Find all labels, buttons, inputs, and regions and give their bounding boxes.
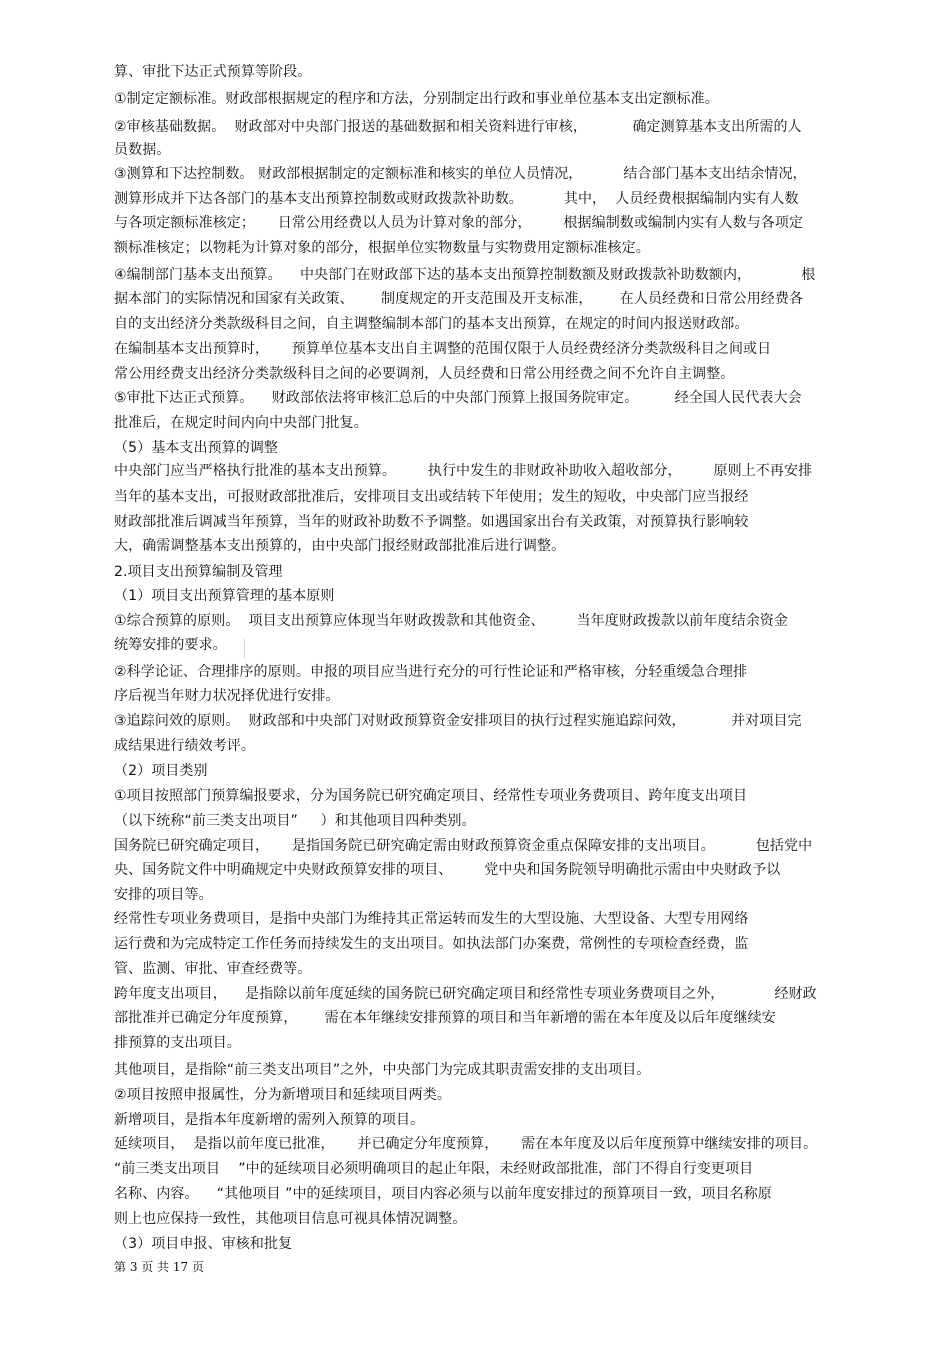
text-line: 则上也应保持一致性，其他项目信息可视具体情况调整。 <box>114 1211 467 1227</box>
text-line: （以下统称“前三类支出项目” ）和其他项目四种类别。 <box>114 813 476 829</box>
page-footer: 第 3 页 共 17 页 <box>114 1260 204 1274</box>
text-line: ②科学论证、合理排序的原则。申报的项目应当进行充分的可行性论证和严格审核，分轻重缓急合理排 <box>114 664 748 680</box>
text-line: 序后视当年财力状况择优进行安排。 <box>114 688 340 704</box>
text-line: 大，确需调整基本支出预算的，由中央部门报经财政部批准后进行调整。 <box>114 538 566 554</box>
text-line: 排预算的支出项目。 <box>114 1035 241 1051</box>
text-line: ①综合预算的原则。 项目支出预算应体现当年财政拨款和其他资金、 当年度财政拨款以前年度结余资金 <box>114 613 788 629</box>
text-line: 常公用经费支出经济分类款级科目之间的必要调剂，人员经费和日常公用经费之间不允许自主调整。 <box>114 366 735 382</box>
text-line: 与各项定额标准核定； 日常公用经费以人员为计算对象的部分， 根据编制数或编制内实有人数与各项定 <box>114 215 804 231</box>
text-line: 自的支出经济分类款级科目之间，自主调整编制本部门的基本支出预算，在规定的时间内报送财政部。 <box>114 316 749 332</box>
text-line: 管、监测、审批、审查经费等。 <box>114 961 312 977</box>
text-line: 运行费和为完成特定工作任务而持续发生的支出项目。如执法部门办案费，常例性的专项检查经费，监 <box>114 936 749 952</box>
text-line: ①项目按照部门预算编报要求，分为国务院已研究确定项目、经常性专项业务费项目、跨年度支出项目 <box>114 788 748 804</box>
text-line: 员数据。 <box>114 142 171 158</box>
text-line: 财政部批准后调减当年预算，当年的财政补助数不予调整。如遇国家出台有关政策，对预算执行影响较 <box>114 514 749 530</box>
text-line: （3）项目申报、审核和批复 <box>114 1236 293 1252</box>
text-line: 在编制基本支出预算时， 预算单位基本支出自主调整的范围仅限于人员经费经济分类款级科目之间或日 <box>114 341 772 357</box>
text-line: 延续项目， 是指以前年度已批准， 并已确定分年度预算， 需在本年度及以后年度预算中继续安排的项目。 <box>114 1136 818 1152</box>
text-line: 成结果进行绩效考评。 <box>114 738 255 754</box>
text-line: ②审核基础数据。 财政部对中央部门报送的基础数据和相关资料进行审核， 确定测算基本支出所需的人 <box>114 119 802 135</box>
text-line: ④编制部门基本支出预算。 中央部门在财政部下达的基本支出预算控制数额及财政拨款补助数额内， 根 <box>114 267 816 283</box>
text-line: 国务院已研究确定项目， 是指国务院已研究确定需由财政预算资金重点保障安排的支出项目。 包括党中 <box>114 838 813 854</box>
text-line: 算、审批下达正式预算等阶段。 <box>114 64 312 80</box>
text-line: ③测算和下达控制数。 财政部根据制定的定额标准和核实的单位人员情况， 结合部门基本支出结余情况， <box>114 166 807 182</box>
text-line: 新增项目，是指本年度新增的需列入预算的项目。 <box>114 1112 425 1128</box>
text-line: ①制定定额标准。财政部根据规定的程序和方法，分别制定出行政和事业单位基本支出定额标准。 <box>114 91 719 107</box>
text-line: 部批准并已确定分年度预算， 需在本年继续安排预算的项目和当年新增的需在本年度及以后年度继续安 <box>114 1010 776 1026</box>
text-line: ②项目按照申报属性，分为新增项目和延续项目两类。 <box>114 1087 451 1103</box>
text-line: 批准后，在规定时间内向中央部门批复。 <box>114 415 368 431</box>
text-line: “前三类支出项目 ”中的延续项目必须明确项目的起止年限，未经财政部批准，部门不得自行变更项目 <box>114 1161 754 1177</box>
text-line: 安排的项目等。 <box>114 887 213 903</box>
text-line: 跨年度支出项目， 是指除以前年度延续的国务院已研究确定项目和经常性专项业务费项目之外， 经财政 <box>114 986 817 1002</box>
text-line: 其他项目，是指除“前三类支出项目”之外，中央部门为完成其职责需安排的支出项目。 <box>114 1062 651 1078</box>
text-line: （5）基本支出预算的调整 <box>114 440 279 456</box>
text-line: 统筹安排的要求。 <box>114 637 227 653</box>
text-line: 据本部门的实际情况和国家有关政策、 制度规定的开支范围及开支标准， 在人员经费和日常公用经费各 <box>114 291 804 307</box>
text-line: 中央部门应当严格执行批准的基本支出预算。 执行中发生的非财政补助收入超收部分， 原则上不再安排 <box>114 463 813 479</box>
text-line: 经常性专项业务费项目，是指中央部门为维持其正常运转而发生的大型设施、大型设备、大型专用网络 <box>114 911 749 927</box>
text-line: 名称、内容。 “其他项目 ”中的延续项目，项目内容必须与以前年度安排过的预算项目一致，项目名称原 <box>114 1186 772 1202</box>
text-line: 当年的基本支出，可报财政部批准后，安排项目支出或结转下年使用；发生的短收，中央部门应当报经 <box>114 489 749 505</box>
text-cursor-marker <box>244 639 245 659</box>
text-line: ③追踪问效的原则。 财政部和中央部门对财政预算资金安排项目的执行过程实施追踪问效， 并对项目完 <box>114 713 802 729</box>
text-line: 额标准核定；以物耗为计算对象的部分，根据单位实物数量与实物费用定额标准核定。 <box>114 240 650 256</box>
text-line: 央、国务院文件中明确规定中央财政预算安排的项目、 党中央和国务院领导明确批示需由中央财政予以 <box>114 862 781 878</box>
text-line: 测算形成并下达各部门的基本支出预算控制数或财政拨款补助数。 其中， 人员经费根据编制内实有人数 <box>114 191 799 207</box>
text-line: （1）项目支出预算管理的基本原则 <box>114 588 335 604</box>
text-line: ⑤审批下达正式预算。 财政部依法将审核汇总后的中央部门预算上报国务院审定。 经全国人民代表大会 <box>114 390 802 406</box>
text-line: 2.项目支出预算编制及管理 <box>114 564 283 580</box>
text-line: （2）项目类别 <box>114 763 208 779</box>
